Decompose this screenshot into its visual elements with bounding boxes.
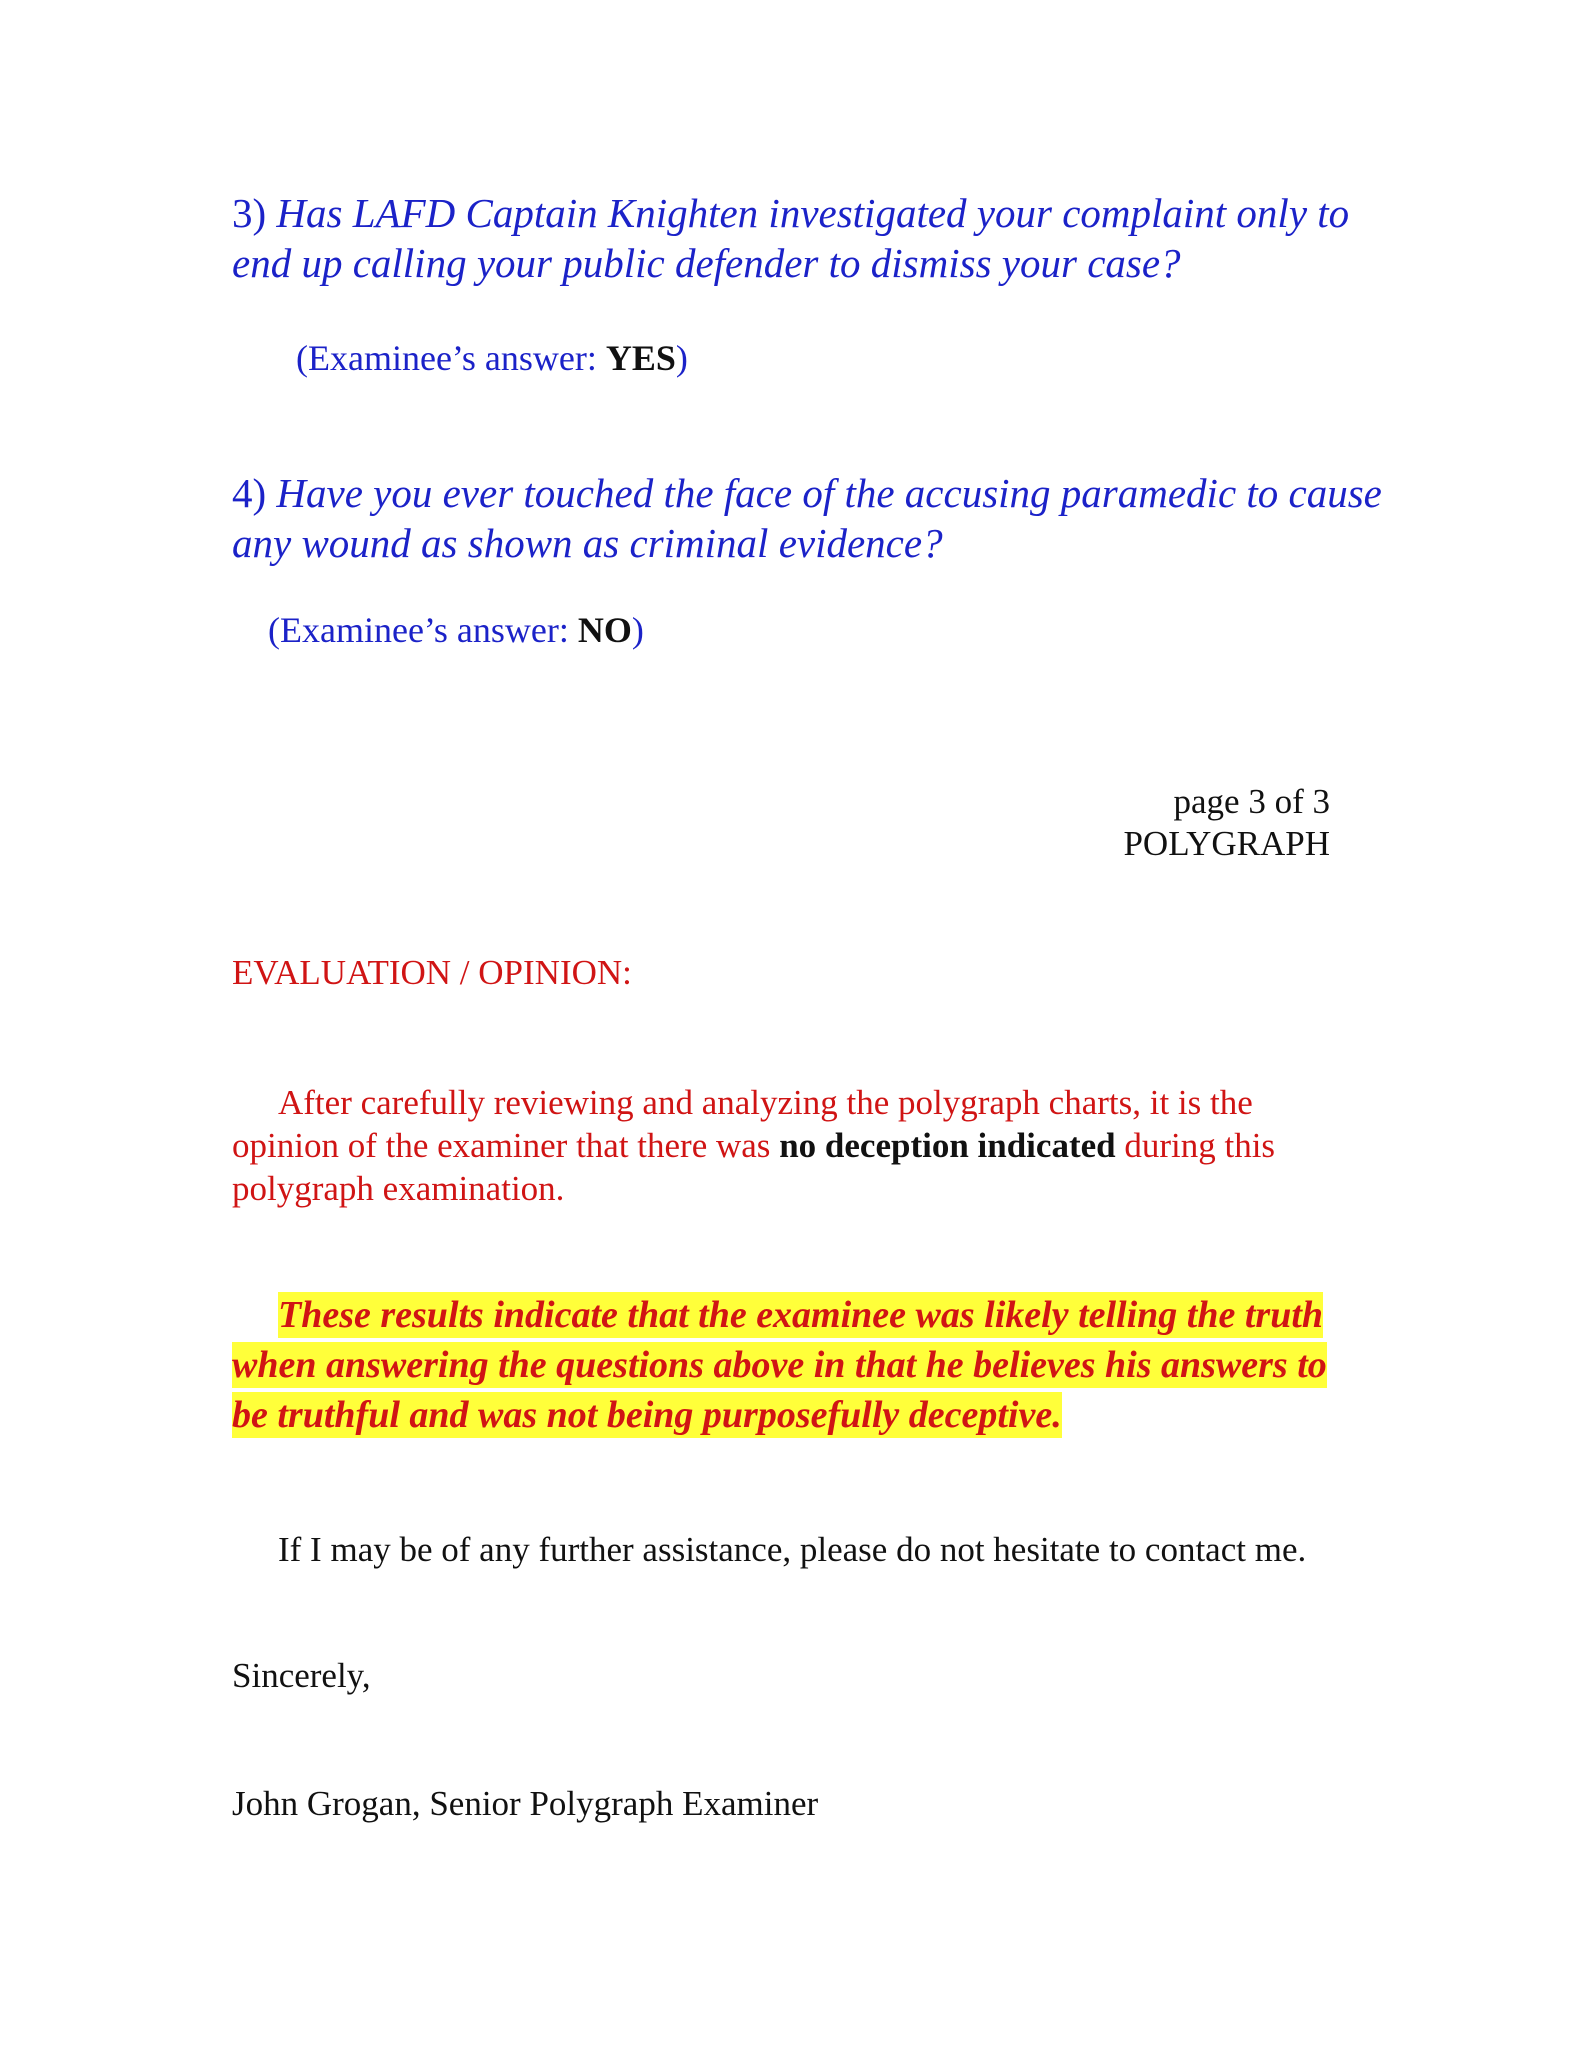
highlighted-conclusion [232,1290,1362,1440]
question-4 [232,468,1412,568]
answer-value-no: NO [577,610,632,650]
question-3-number: 3) [232,190,267,236]
page-number: page 3 of 3 [1173,782,1330,821]
question-4-number: 4) [232,470,267,516]
document-type: POLYGRAPH [1123,824,1330,863]
signature-line: John Grogan, Senior Polygraph Examiner [232,1784,819,1823]
question-4-text: Have you ever touched the face of the accusing paramedic to cause any wound as shown as criminal evidence? [232,470,1382,566]
question-4-answer [268,608,644,652]
answer-suffix: ) [675,338,688,378]
question-3 [232,188,1412,288]
evaluation-bold-phrase: no deception indicated [779,1126,1116,1165]
question-3-answer [296,336,688,380]
answer-prefix: (Examinee’s answer: [268,610,578,650]
answer-prefix: (Examinee’s answer: [296,338,606,378]
assistance-line: If I may be of any further assistance, please do not hesitate to contact me. [278,1530,1307,1569]
question-3-text: Has LAFD Captain Knighten investigated your complaint only to end up calling your public defender to dismiss your case? [232,190,1350,286]
highlighted-conclusion-text: These results indicate that the examinee was likely telling the truth when answering the questions above in that he believes his answers to be truthful and was not being purposefully deceptive. [232,1294,1327,1436]
evaluation-text-before: After carefully reviewing and analyzing the polygraph charts, it is the opinion of the examiner that there was [232,1083,1253,1165]
evaluation-paragraph [232,1081,1362,1210]
page-header [1123,781,1330,865]
salutation: Sincerely, [232,1656,371,1695]
answer-value-yes: YES [605,338,676,378]
answer-suffix: ) [631,610,644,650]
evaluation-text-after: during this polygraph examination. [232,1126,1276,1208]
evaluation-heading: EVALUATION / OPINION: [232,953,632,992]
